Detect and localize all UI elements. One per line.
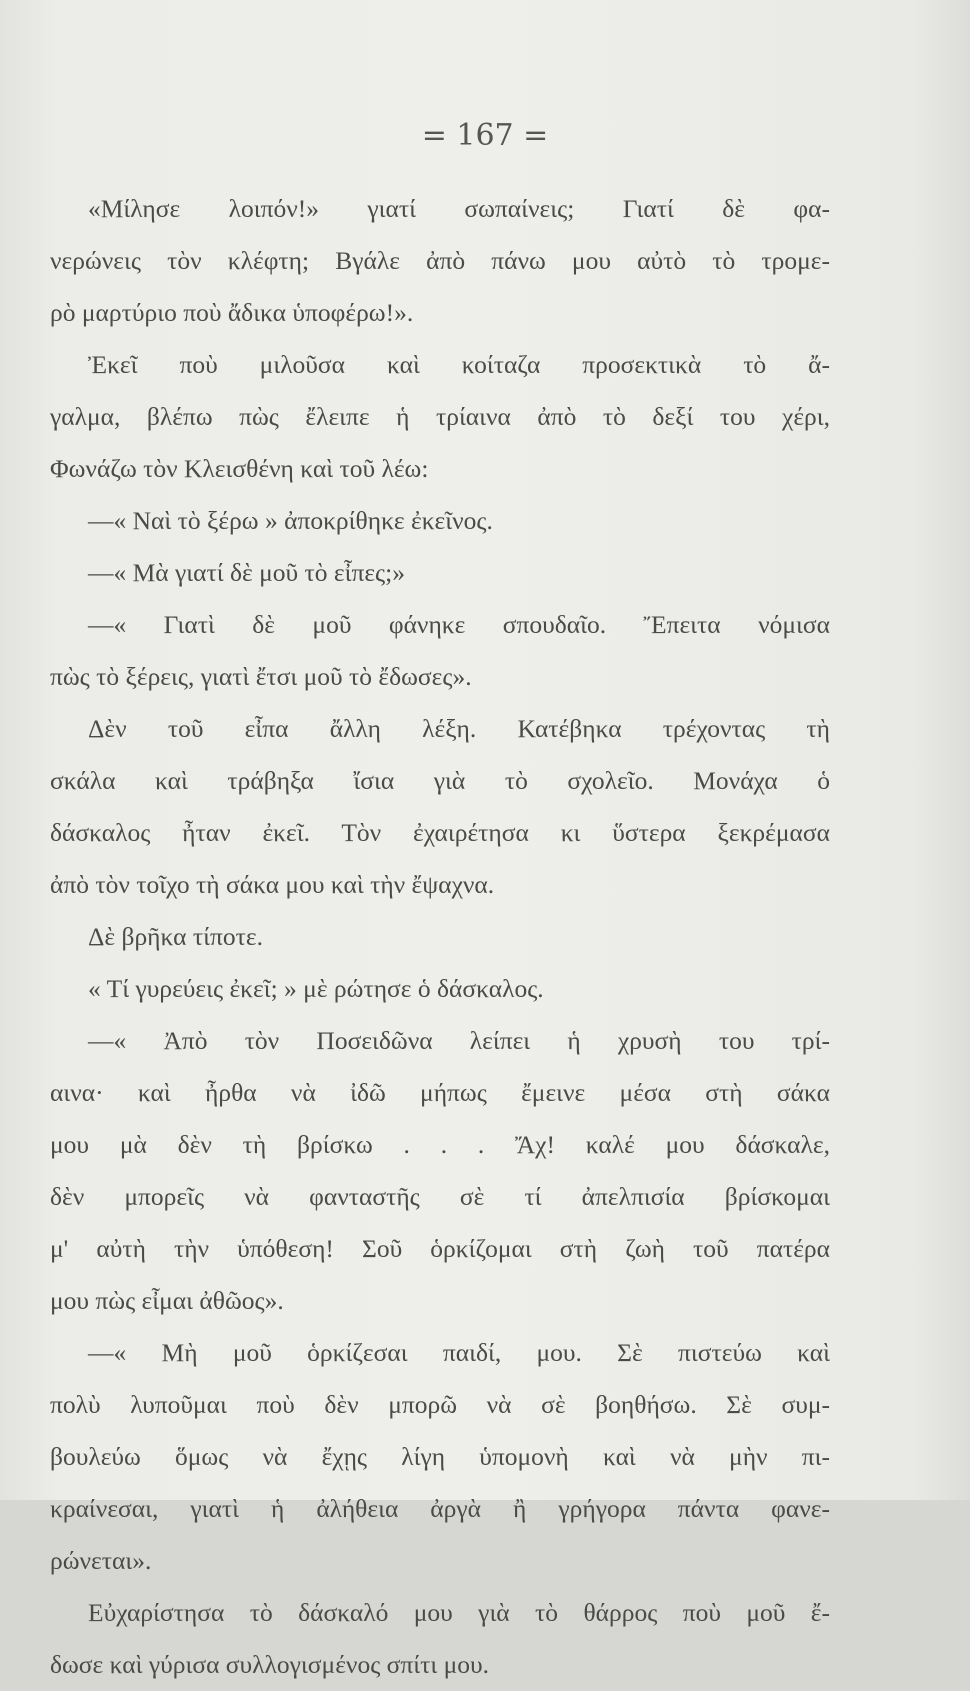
text-line: —« Ἀπὸ τὸν Ποσειδῶνα λείπει ἡ χρυσὴ του τρί-: [88, 1026, 830, 1055]
page-number: = 167 =: [421, 118, 549, 153]
text-line: Δὲ βρῆκα τίποτε.: [88, 922, 263, 951]
text-line: —« Μὰ γιατί δὲ μοῦ τὸ εἶπες;»: [88, 558, 405, 587]
text-line: κραίνεσαι, γιατὶ ἡ ἀλήθεια ἀργὰ ἢ γρήγορα πάντα φανε-: [50, 1494, 830, 1523]
text-line: «Μίλησε λοιπόν!» γιατί σωπαίνεις; Γιατί δὲ φα-: [88, 194, 830, 223]
body-text: [50, 183, 830, 1691]
text-line: μ' αὐτὴ τὴν ὑπόθεση! Σοῦ ὁρκίζομαι στὴ ζωὴ τοῦ πατέρα: [50, 1234, 830, 1263]
text-line: σκάλα καὶ τράβηξα ἴσια γιὰ τὸ σχολεῖο. Μονάχα ὁ: [50, 766, 830, 795]
text-line: ἀπὸ τὸν τοῖχο τὴ σάκα μου καὶ τὴν ἔψαχνα.: [50, 870, 495, 899]
text-line: δάσκαλος ἦταν ἐκεῖ. Τὸν ἐχαιρέτησα κι ὕστερα ξεκρέμασα: [50, 818, 830, 847]
text-line: πολὺ λυποῦμαι ποὺ δὲν μπορῶ νὰ σὲ βοηθήσω. Σὲ συμ-: [50, 1390, 830, 1419]
text-line: « Τί γυρεύεις ἐκεῖ; » μὲ ρώτησε ὁ δάσκαλος.: [88, 974, 544, 1003]
text-line: δωσε καὶ γύρισα συλλογισμένος σπίτι μου.: [50, 1650, 490, 1679]
text-line: ρώνεται».: [50, 1546, 152, 1575]
text-line: —« Ναὶ τὸ ξέρω » ἀποκρίθηκε ἐκεῖνος.: [88, 506, 493, 535]
text-line: —« Γιατὶ δὲ μοῦ φάνηκε σπουδαῖο. Ἔπειτα νόμισα: [88, 610, 830, 639]
text-line: αινα· καὶ ἦρθα νὰ ἰδῶ μήπως ἔμεινε μέσα στὴ σάκα: [50, 1078, 830, 1107]
text-line: ρὸ μαρτύριο ποὺ ἄδικα ὑποφέρω!».: [50, 298, 414, 327]
text-line: δὲν μπορεῖς νὰ φανταστῆς σὲ τί ἀπελπισία βρίσκομαι: [50, 1182, 830, 1211]
text-line: νερώνεις τὸν κλέφτη; Βγάλε ἀπὸ πάνω μου αὐτὸ τὸ τρομε-: [50, 246, 830, 275]
text-line: Φωνάζω τὸν Κλεισθένη καὶ τοῦ λέω:: [50, 454, 429, 483]
text-line: μου μὰ δὲν τὴ βρίσκω . . . Ἄχ! καλέ μου δάσκαλε,: [50, 1130, 830, 1159]
text-line: γαλμα, βλέπω πὼς ἔλειπε ἡ τρίαινα ἀπὸ τὸ δεξί του χέρι,: [50, 402, 830, 431]
text-line: πὼς τὸ ξέρεις, γιατὶ ἔτσι μοῦ τὸ ἔδωσες».: [50, 662, 472, 691]
text-line: Εὐχαρίστησα τὸ δάσκαλό μου γιὰ τὸ θάρρος ποὺ μοῦ ἔ-: [88, 1598, 830, 1627]
text-line: βουλεύω ὅμως νὰ ἔχῃς λίγη ὑπομονὴ καὶ νὰ μὴν πι-: [50, 1442, 830, 1471]
text-line: Ἐκεῖ ποὺ μιλοῦσα καὶ κοίταζα προσεκτικὰ τὸ ἄ-: [88, 350, 830, 379]
text-line: μου πὼς εἶμαι ἀθῶος».: [50, 1286, 284, 1315]
text-line: —« Μὴ μοῦ ὁρκίζεσαι παιδί, μου. Σὲ πιστεύω καὶ: [88, 1338, 830, 1367]
text-line: Δὲν τοῦ εἶπα ἄλλη λέξη. Κατέβηκα τρέχοντας τὴ: [88, 714, 830, 743]
